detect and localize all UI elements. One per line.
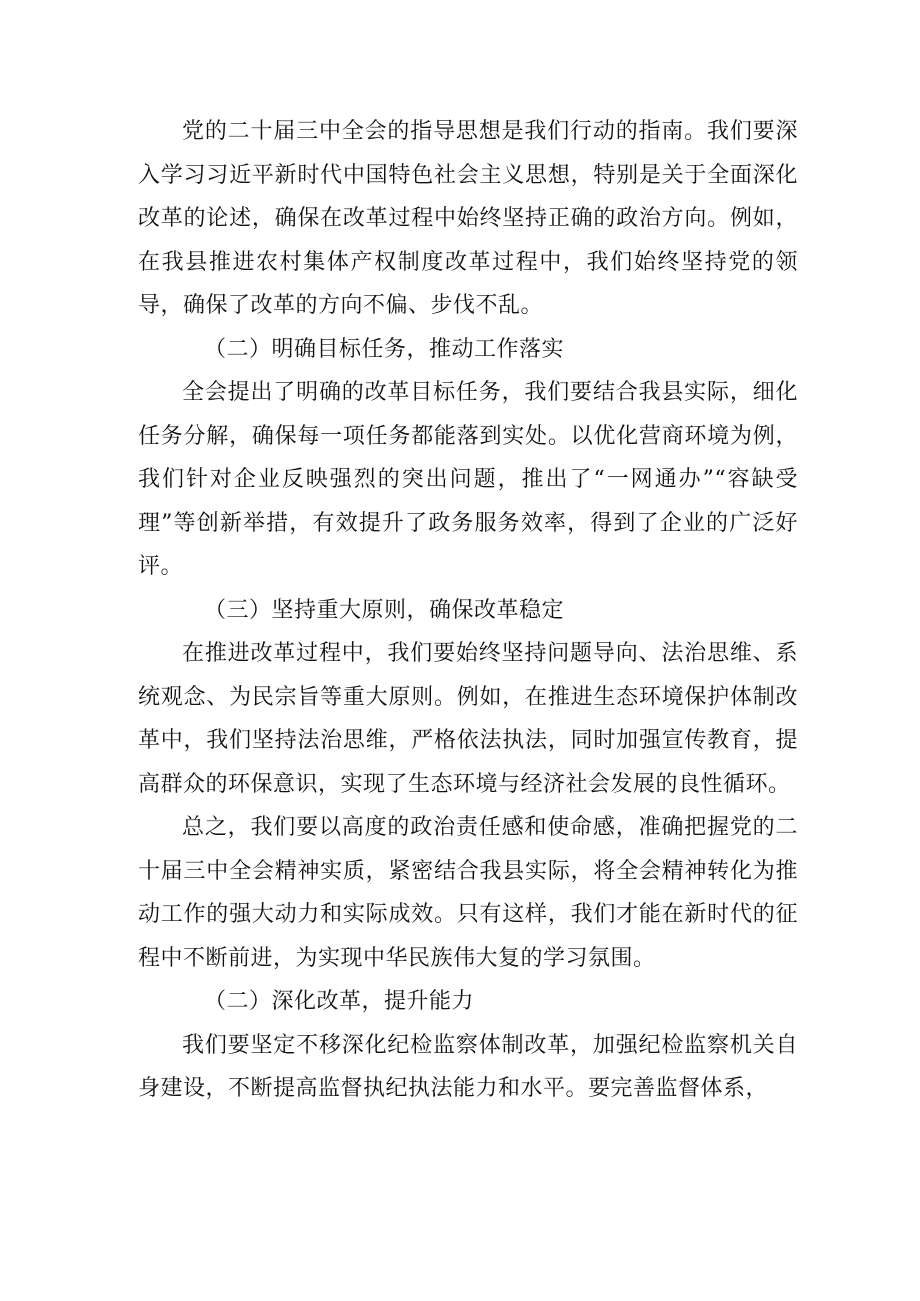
heading-deepen-reform: （二）深化改革，提升能力 — [204, 989, 475, 1014]
paragraph-conclusion: 总之，我们要以高度的政治责任感和使命感，准确把握党的二十届三中全会精神实质，紧密结合我县实际，将全会精神转化为推动工作的强大动力和实际成效。只有这样，我们才能在新时代的征程中不断前进，为实现中华民族伟大复的学习氛围。 — [138, 815, 798, 971]
paragraph-reform-tasks: 全会提出了明确的改革目标任务，我们要结合我县实际，细化任务分解，确保每一项任务都能落到实处。以优化营商环境为例，我们针对企业反映强烈的突出问题，推出了“一网通办”“容缺受理”等创新举措，有效提升了政务服务效率，得到了企业的广泛好评。 — [138, 380, 798, 579]
heading-major-principles: （三）坚持重大原则，确保改革稳定 — [204, 597, 565, 623]
paragraph-guiding-thought: 党的二十届三中全会的指导思想是我们行动的指南。我们要深入学习习近平新时代中国特色社会主义思想，特别是关于全面深化改革的论述，确保在改革过程中始终坚持正确的政治方向。例如，在我县推进农村集体产权制度改革过程中，我们始终坚持党的领导，确保了改革的方向不偏、步伐不乱。 — [138, 119, 798, 318]
document-body — [138, 110, 798, 1111]
paragraph-supervision-reform: 我们要坚定不移深化纪检监察体制改革，加强纪检监察机关自身建设，不断提高监督执纪执法能力和水平。要完善监督体系， — [138, 1032, 798, 1101]
heading-clear-goals: （二）明确目标任务，推动工作落实 — [204, 336, 565, 362]
paragraph-principles: 在推进改革过程中，我们要始终坚持问题导向、法治思维、系统观念、为民宗旨等重大原则。例如，在推进生态环境保护体制改革中，我们坚持法治思维，严格依法执法，同时加强宣传教育，提高群众的环保意识，实现了生态环境与经济社会发展的良性循环。 — [138, 641, 798, 797]
